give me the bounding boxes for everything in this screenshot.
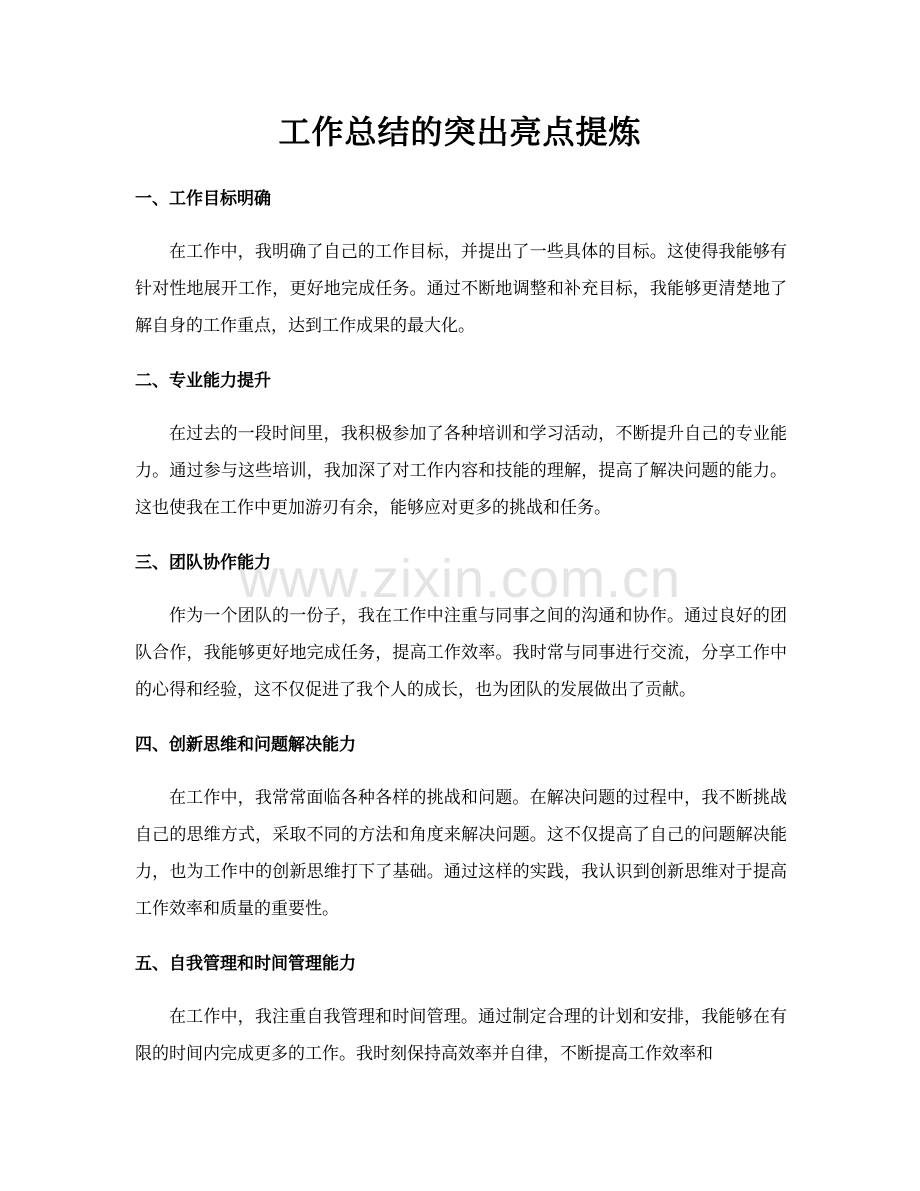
section-3 (135, 548, 787, 709)
section-paragraph: 在工作中，我注重自我管理和时间管理。通过制定合理的计划和安排，我能够在有限的时间内完成更多的工作。我时刻保持高效率并自律，不断提高工作效率和 (135, 1007, 787, 1064)
section-2 (135, 366, 787, 527)
section-heading: 三、团队协作能力 (135, 553, 271, 573)
section-paragraph: 在工作中，我常常面临各种各样的挑战和问题。在解决问题的过程中，我不断挑战自己的思维方式，采取不同的方法和角度来解决问题。这不仅提高了自己的问题解决能力，也为工作中的创新思维打下了基础。通过这样的实践，我认识到创新思维对于提高工作效率和质量的重要性。 (135, 788, 787, 919)
section-heading: 二、专业能力提升 (135, 371, 271, 391)
section-paragraph: 在过去的一段时间里，我积极参加了各种培训和学习活动，不断提升自己的专业能力。通过参与这些培训，我加深了对工作内容和技能的理解，提高了解决问题的能力。这也使我在工作中更加游刃有余，能够应对更多的挑战和任务。 (135, 424, 787, 518)
page-title: 工作总结的突出亮点提炼 (278, 113, 642, 151)
section-1 (135, 184, 787, 345)
section-heading: 一、工作目标明确 (135, 189, 271, 209)
section-heading: 四、创新思维和问题解决能力 (135, 735, 356, 755)
section-5 (135, 949, 787, 1073)
section-4 (135, 730, 787, 928)
watermark-text: www.zixin.com.cn (238, 549, 682, 609)
section-paragraph: 在工作中，我明确了自己的工作目标，并提出了一些具体的目标。这使得我能够有针对性地展开工作，更好地完成任务。通过不断地调整和补充目标，我能够更清楚地了解自身的工作重点，达到工作成果的最大化。 (135, 242, 787, 336)
document-content (135, 184, 787, 1073)
section-heading: 五、自我管理和时间管理能力 (135, 954, 356, 974)
section-paragraph: 作为一个团队的一份子，我在工作中注重与同事之间的沟通和协作。通过良好的团队合作，我能够更好地完成任务，提高工作效率。我时常与同事进行交流，分享工作中的心得和经验，这不仅促进了我个人的成长，也为团队的发展做出了贡献。 (135, 606, 787, 700)
